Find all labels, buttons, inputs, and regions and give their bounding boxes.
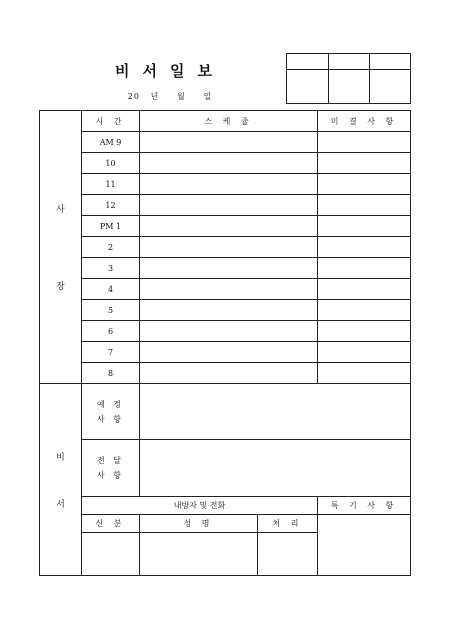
time-slot-label: 5 [82, 300, 140, 321]
ceo-label-char-2: 장 [56, 282, 65, 292]
pending-entry-field[interactable] [318, 174, 411, 195]
schedule-row [40, 195, 411, 216]
schedule-entry-field[interactable] [140, 300, 318, 321]
notes-header: 특 기 사 항 [318, 497, 411, 515]
pending-entry-field[interactable] [318, 237, 411, 258]
relay-items-field[interactable] [140, 440, 411, 497]
pending-entry-field[interactable] [318, 300, 411, 321]
approval-sign-cell-1 [287, 70, 329, 104]
pending-entry-field[interactable] [318, 153, 411, 174]
schedule-row [40, 237, 411, 258]
schedule-entry-field[interactable] [140, 342, 318, 363]
pending-entry-field[interactable] [318, 279, 411, 300]
pending-entry-field[interactable] [318, 195, 411, 216]
pending-entry-field[interactable] [318, 342, 411, 363]
secretary-label-char-1: 비 [56, 452, 65, 463]
time-slot-label: 11 [82, 174, 140, 195]
approval-title-cell-1 [287, 54, 329, 70]
schedule-row [40, 363, 411, 384]
secretary-section-label [40, 384, 82, 576]
schedule-entry-field[interactable] [140, 216, 318, 237]
schedule-row [40, 300, 411, 321]
approval-title-cell-3 [370, 54, 411, 70]
schedule-row [40, 342, 411, 363]
ceo-label-char-1: 사 [56, 205, 65, 215]
schedule-entry-field[interactable] [140, 153, 318, 174]
identity-column-header: 신 분 [82, 515, 140, 533]
handling-column-header: 처 리 [258, 515, 318, 533]
pending-column-header: 미 결 사 항 [318, 111, 411, 132]
reserved-items-label: 예 정 사 항 [82, 384, 140, 440]
ceo-section-label [40, 111, 82, 384]
relay-items-label: 전 달 사 항 [82, 440, 140, 497]
approval-box [286, 53, 411, 104]
visitor-name-field[interactable] [140, 533, 258, 576]
visitor-header: 내방자 및 전화 [82, 497, 318, 515]
schedule-entry-field[interactable] [140, 132, 318, 153]
notes-field[interactable] [318, 515, 411, 576]
time-slot-label: 2 [82, 237, 140, 258]
schedule-row [40, 321, 411, 342]
name-column-header: 성 명 [140, 515, 258, 533]
daily-report-form [39, 110, 411, 576]
schedule-row [40, 174, 411, 195]
pending-entry-field[interactable] [318, 321, 411, 342]
schedule-entry-field[interactable] [140, 321, 318, 342]
visitor-identity-field[interactable] [82, 533, 140, 576]
time-slot-label: 4 [82, 279, 140, 300]
schedule-entry-field[interactable] [140, 258, 318, 279]
approval-sign-cell-3 [370, 70, 411, 104]
schedule-row [40, 132, 411, 153]
schedule-row [40, 153, 411, 174]
schedule-column-header: 스 케 쥴 [140, 111, 318, 132]
schedule-entry-field[interactable] [140, 237, 318, 258]
time-slot-label: 8 [82, 363, 140, 384]
time-slot-label: 6 [82, 321, 140, 342]
date-line: 20 년 월 일 [127, 92, 213, 101]
time-slot-label: 7 [82, 342, 140, 363]
schedule-entry-field[interactable] [140, 279, 318, 300]
pending-entry-field[interactable] [318, 363, 411, 384]
schedule-entry-field[interactable] [140, 363, 318, 384]
schedule-row [40, 216, 411, 237]
schedule-entry-field[interactable] [140, 195, 318, 216]
secretary-label-char-2: 서 [56, 499, 65, 510]
time-slot-label: PM 1 [82, 216, 140, 237]
reserved-items-field[interactable] [140, 384, 411, 440]
pending-entry-field[interactable] [318, 132, 411, 153]
document-title: 비서일보 [115, 62, 225, 80]
time-slot-label: 12 [82, 195, 140, 216]
time-slot-label: 3 [82, 258, 140, 279]
schedule-row [40, 258, 411, 279]
approval-sign-cell-2 [329, 70, 370, 104]
pending-entry-field[interactable] [318, 258, 411, 279]
approval-title-cell-2 [329, 54, 370, 70]
pending-entry-field[interactable] [318, 216, 411, 237]
schedule-entry-field[interactable] [140, 174, 318, 195]
time-slot-label: AM 9 [82, 132, 140, 153]
time-slot-label: 10 [82, 153, 140, 174]
time-column-header: 시 간 [82, 111, 140, 132]
schedule-row [40, 279, 411, 300]
visitor-handling-field[interactable] [258, 533, 318, 576]
